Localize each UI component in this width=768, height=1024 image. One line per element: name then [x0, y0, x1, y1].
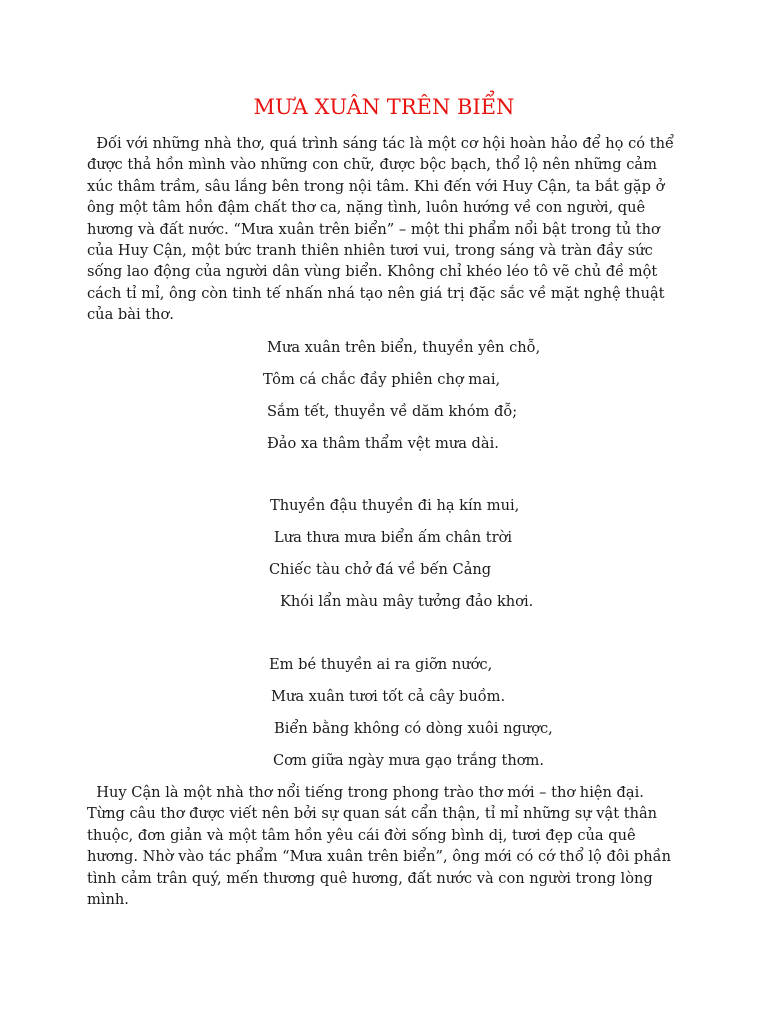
poem-line: Tôm cá chắc đầy phiên chợ mai,	[263, 371, 501, 388]
poem-line: Mưa xuân trên biển, thuyền yên chỗ,	[267, 339, 541, 356]
poem-line: Lưa thưa mưa biển ấm chân trời	[274, 529, 513, 546]
poem-line: Khói lẩn màu mây tưởng đảo khơi.	[280, 593, 534, 610]
poem-line: Biển bằng không có dòng xuôi ngược,	[274, 720, 553, 737]
document-title: MƯA XUÂN TRÊN BIỂN	[253, 95, 515, 119]
intro-paragraph: Đối với những nhà thơ, quá trình sáng tác là một cơ hội hoàn hảo để họ có thể được thả hồn mình vào những con chữ, được bộc bạch, thổ lộ nên những cảm xúc thâm trầm, sâu lắng bên trong nội tâm. Khi đến với Huy Cận, ta bắt gặp ở ông một tâm hồn đậm chất thơ ca, nặng tình, luôn hướng về con người, quê hương và đất nước. “Mưa xuân trên biển” – một thi phẩm nổi bật trong tủ thơ của Huy Cận, một bức tranh thiên nhiên tươi vui, trong sáng và tràn đầy sức sống lao động của người dân vùng biển. Không chỉ khéo léo tô vẽ chủ đề một cách tỉ mỉ, ông còn tinh tế nhấn nhá tạo nên giá trị đặc sắc về mặt nghệ thuật của bài thơ.	[87, 135, 679, 324]
conclusion-paragraph: Huy Cận là một nhà thơ nổi tiếng trong phong trào thơ mới – thơ hiện đại. Từng câu thơ được viết nên bởi sự quan sát cẩn thận, tỉ mỉ những sự vật thân thuộc, đơn giản và một tâm hồn yêu cái đời sống bình dị, tươi đẹp của quê hương. Nhờ vào tác phẩm “Mưa xuân trên biển”, ông mới có cớ thổ lộ đôi phần tình cảm trân quý, mến thương quê hương, đất nước và con người trong lòng mình.	[87, 784, 676, 909]
poem-line: Chiếc tàu chở đá về bến Cảng	[269, 561, 492, 578]
poem-line: Sắm tết, thuyền về dăm khóm đỗ;	[267, 403, 518, 420]
poem-line: Thuyền đậu thuyền đi hạ kín mui,	[270, 497, 520, 514]
poem-line: Em bé thuyền ai ra giỡn nước,	[269, 656, 493, 673]
poem-line: Cơm giữa ngày mưa gạo trắng thơm.	[273, 752, 544, 769]
poem-line: Đảo xa thâm thẩm vệt mưa dài.	[267, 435, 499, 452]
poem-line: Mưa xuân tươi tốt cả cây buồm.	[271, 688, 506, 705]
